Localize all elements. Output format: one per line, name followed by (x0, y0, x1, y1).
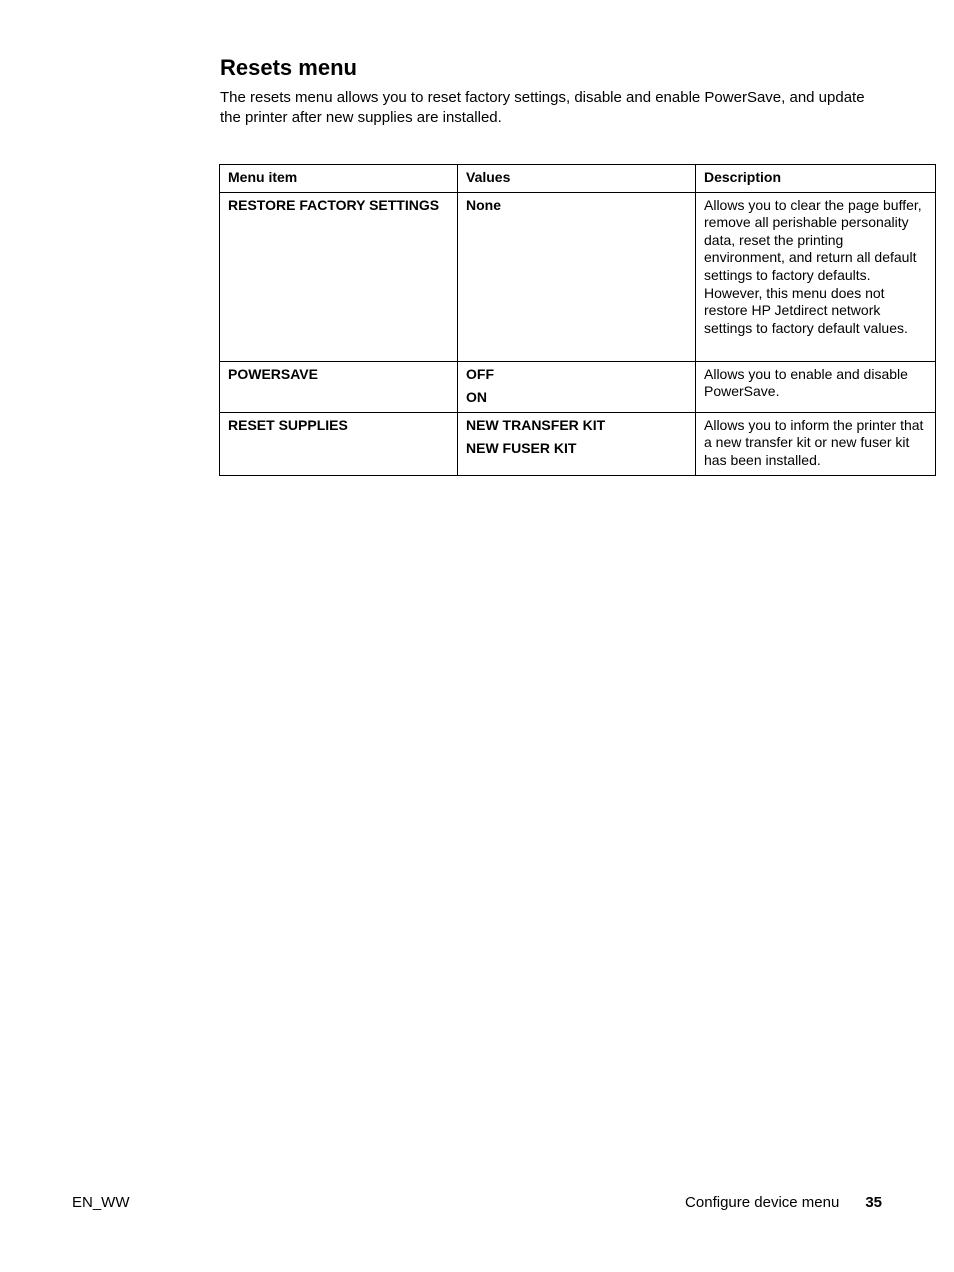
page-title: Resets menu (220, 55, 357, 80)
page-number: 35 (865, 1194, 882, 1211)
intro-paragraph: The resets menu allows you to reset factory settings, disable and enable PowerSave, and update the printer after new supplies are installed. (220, 89, 865, 126)
footer-locale: EN_WW (72, 1194, 130, 1211)
row-powersave-description: Allows you to enable and disable PowerSave. (696, 361, 936, 412)
row-powersave-item: POWERSAVE (220, 361, 458, 412)
row-reset-supplies-item: RESET SUPPLIES (220, 412, 458, 475)
footer-right (685, 1194, 882, 1211)
table-row (220, 192, 936, 361)
header-values: Values (458, 165, 696, 193)
row-restore-factory-settings-item: RESTORE FACTORY SETTINGS (220, 192, 458, 361)
value-on: ON (466, 389, 487, 406)
value-off: OFF (466, 365, 494, 382)
row-restore-factory-settings-description: Allows you to clear the page buffer, remove all perishable personality data, reset the printing environment, and return all default settings to factory defaults. However, this menu does not restore HP Jetdirect network settings to factory default values. (696, 192, 936, 361)
value-new-fuser-kit: NEW FUSER KIT (466, 440, 577, 457)
resets-menu-table (219, 164, 936, 476)
table-row (220, 412, 936, 475)
header-menu-item: Menu item (220, 165, 458, 193)
row-reset-supplies-values (458, 412, 696, 475)
value-new-transfer-kit: NEW TRANSFER KIT (466, 416, 606, 433)
value-none: None (466, 196, 501, 213)
table-header-row (220, 165, 936, 193)
footer-section-title: Configure device menu (685, 1194, 840, 1211)
table-row (220, 361, 936, 412)
row-powersave-values (458, 361, 696, 412)
row-restore-factory-settings-values (458, 192, 696, 361)
header-description: Description (696, 165, 936, 193)
row-reset-supplies-description: Allows you to inform the printer that a new transfer kit or new fuser kit has been installed. (696, 412, 936, 475)
